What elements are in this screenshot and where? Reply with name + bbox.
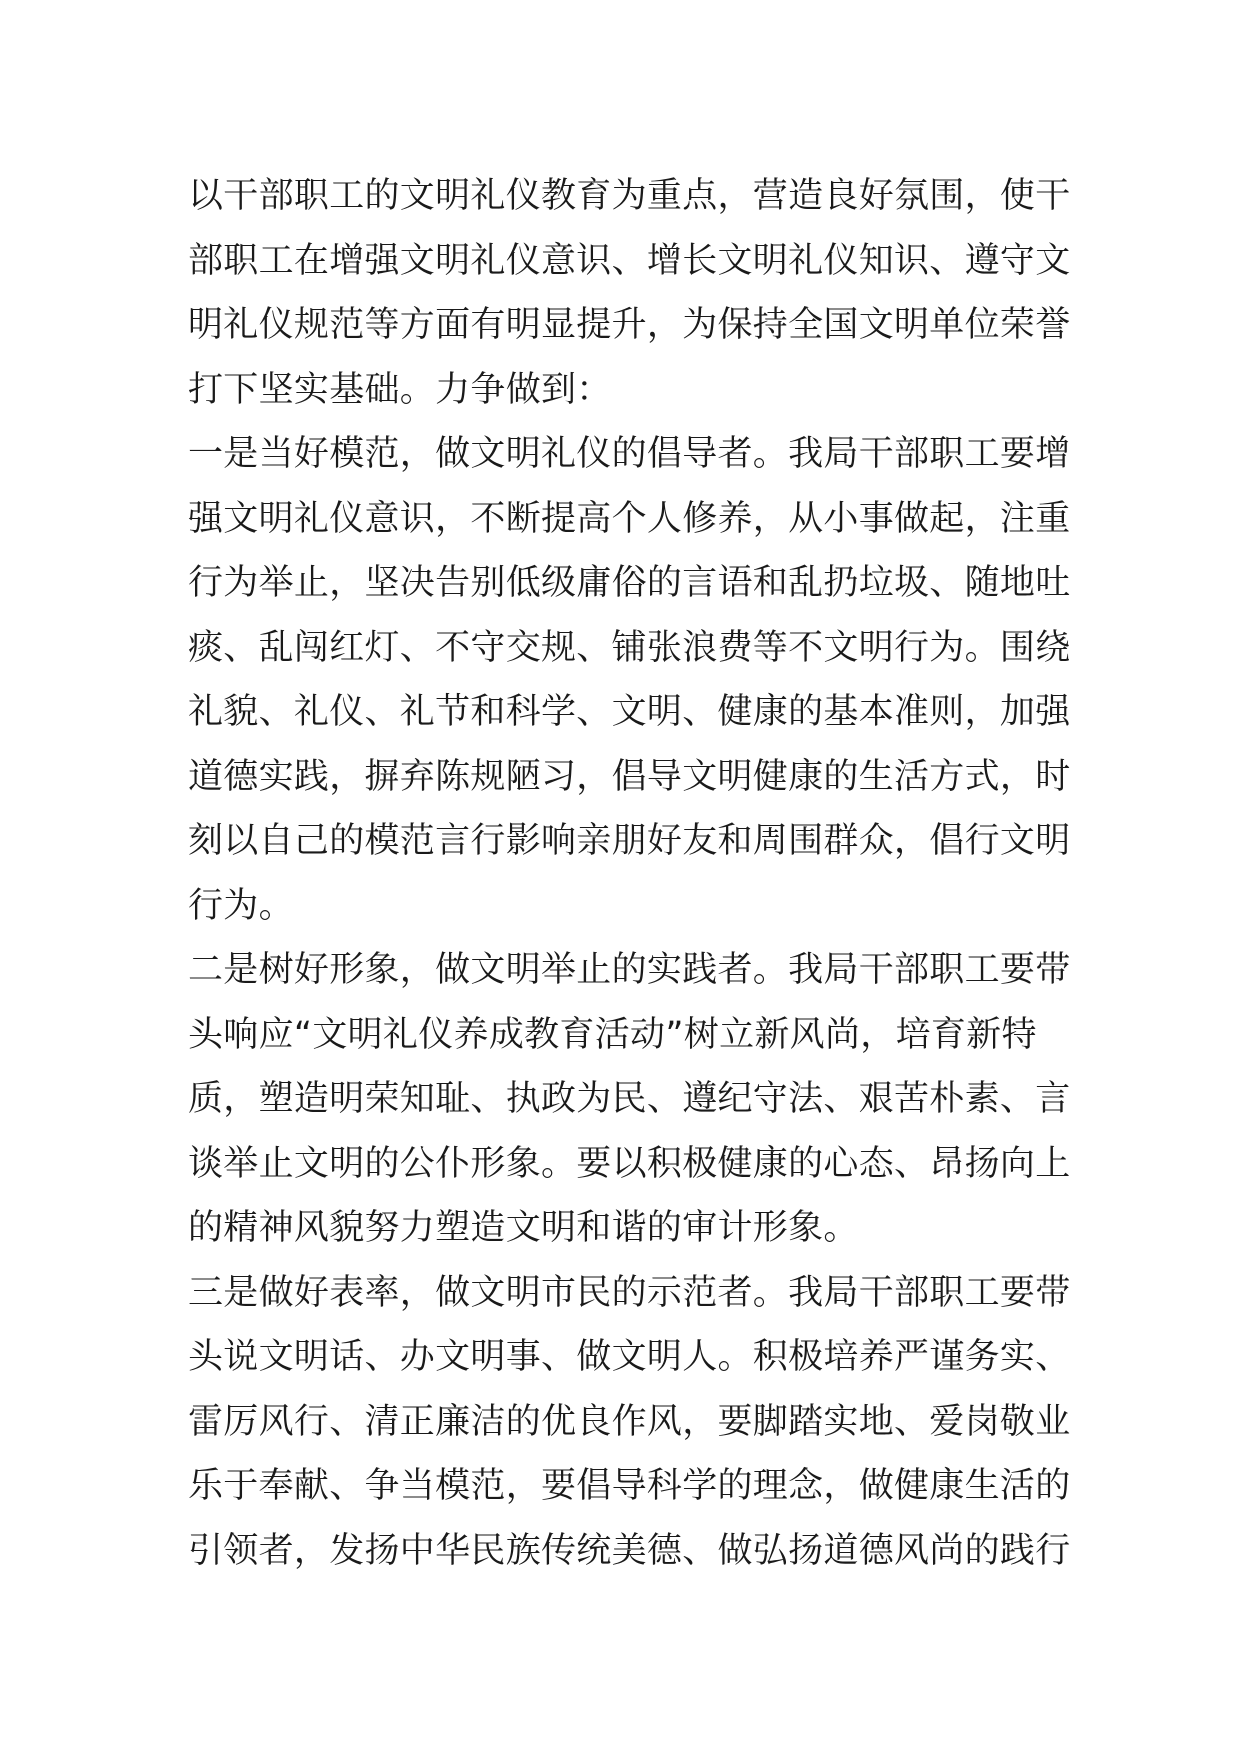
text-line: 一是当好模范，做文明礼仪的倡导者。我局干部职工要增 — [188, 434, 1071, 474]
text-line: 乐于奉献、争当模范，要倡导科学的理念，做健康生活的 — [188, 1466, 1071, 1506]
text-line: 行为。 — [188, 885, 294, 926]
text-line: 二是树好形象，做文明举止的实践者。我局干部职工要带 — [188, 950, 1071, 990]
text-line: 明礼仪规范等方面有明显提升，为保持全国文明单位荣誉 — [188, 305, 1071, 345]
text-line: 三是做好表率，做文明市民的示范者。我局干部职工要带 — [188, 1272, 1071, 1313]
text-line: 引领者，发扬中华民族传统美德、做弘扬道德风尚的践行 — [188, 1530, 1071, 1571]
text-line: 行为举止，坚决告别低级庸俗的言语和乱扔垃圾、随地吐 — [188, 563, 1071, 603]
document-body — [188, 164, 1071, 1583]
text-line: 部职工在增强文明礼仪意识、增长文明礼仪知识、遵守文 — [188, 240, 1071, 281]
text-line: 道德实践，摒弃陈规陋习，倡导文明健康的生活方式，时 — [188, 756, 1071, 797]
text-line: 痰、乱闯红灯、不守交规、铺张浪费等不文明行为。围绕 — [188, 627, 1071, 668]
text-line: 以干部职工的文明礼仪教育为重点，营造良好氛围，使干 — [188, 176, 1071, 216]
text-line: 头响应“文明礼仪养成教育活动”树立新风尚，培育新特 — [188, 1014, 1037, 1055]
text-line: 雷厉风行、清正廉洁的优良作风，要脚踏实地、爱岗敬业 — [188, 1401, 1071, 1442]
text-line: 打下坚实基础。力争做到： — [188, 369, 612, 410]
text-line: 质，塑造明荣知耻、执政为民、遵纪守法、艰苦朴素、言 — [188, 1079, 1071, 1119]
text-line: 谈举止文明的公仆形象。要以积极健康的心态、昂扬向上 — [188, 1143, 1071, 1184]
text-line: 强文明礼仪意识，不断提高个人修养，从小事做起，注重 — [188, 498, 1071, 539]
text-line: 的精神风貌努力塑造文明和谐的审计形象。 — [188, 1208, 859, 1248]
text-line: 头说文明话、办文明事、做文明人。积极培养严谨务实、 — [188, 1337, 1071, 1377]
text-line: 礼貌、礼仪、礼节和科学、文明、健康的基本准则，加强 — [188, 692, 1071, 732]
text-line: 刻以自己的模范言行影响亲朋好友和周围群众，倡行文明 — [188, 821, 1071, 861]
